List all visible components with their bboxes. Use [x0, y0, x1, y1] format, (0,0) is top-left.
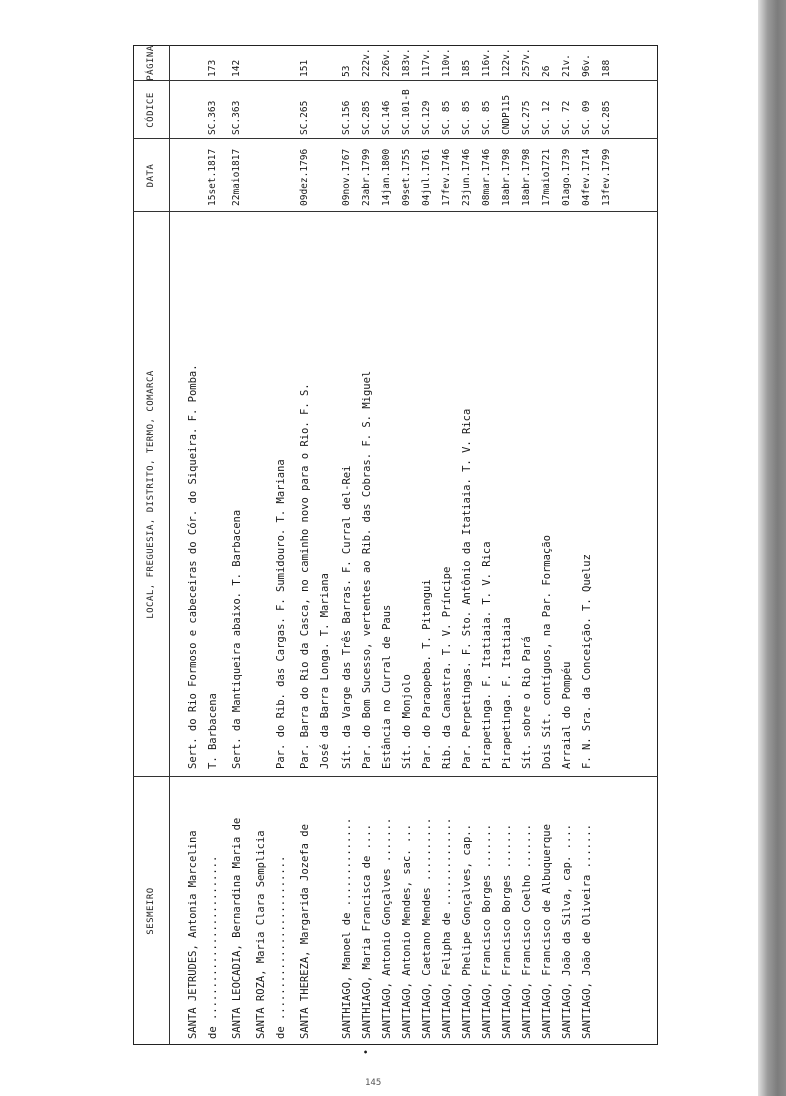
header-pagina: PÁGINA: [146, 45, 156, 81]
codice-cell: SC.363: [207, 100, 218, 135]
table-row: [183, 45, 203, 1045]
local-cell: José da Barra Longa. T. Mariana: [319, 573, 331, 769]
sesmarias-table: [133, 45, 658, 1055]
table-row: [537, 45, 557, 1045]
data-cell: 17fev.1746: [441, 148, 452, 206]
codice-cell: [183, 83, 203, 135]
sesmeiro-cell: SANTA JETRUDES, Antonia Marcelina: [187, 830, 199, 1039]
pagina-cell: 173: [207, 59, 218, 77]
header-local: LOCAL, FREGUESIA, DISTRITO, TERMO, COMARCA: [146, 370, 156, 619]
sesmeiro-cell: SANTIAGO, Felipha de ..............: [441, 817, 453, 1039]
codice-cell: SC. 72: [561, 100, 572, 135]
sesmeiro-cell: SANTHIAGO, Maria Francisca de ....: [361, 824, 373, 1039]
table-row: [457, 45, 477, 1045]
data-cell: [315, 143, 335, 206]
local-cell: Par. Barra do Rio da Casca, no caminho novo para o Rio. F. S.: [299, 383, 311, 769]
codice-cell: SC. 09: [581, 100, 592, 135]
table-row: [417, 45, 437, 1045]
table-row: [397, 45, 417, 1045]
codice-cell: SC. 85: [461, 100, 472, 135]
table-row: [517, 45, 537, 1045]
codice-cell: SC.363: [231, 100, 242, 135]
local-cell: Par. do Paraopeba. T. Pitangui: [421, 579, 433, 769]
table-row: [315, 45, 335, 1045]
table-row: [203, 45, 223, 1045]
table-row: [271, 45, 291, 1045]
codice-cell: SC.129: [421, 100, 432, 135]
data-cell: 18abr.1798: [501, 148, 512, 206]
sesmeiro-cell: [315, 786, 335, 1039]
local-cell: Sít. do Monjolo: [401, 674, 413, 769]
local-cell: [251, 215, 271, 769]
pagina-cell: 122v.: [501, 48, 512, 77]
codice-cell: SC.285: [361, 100, 372, 135]
data-cell: 01ago.1739: [561, 148, 572, 206]
table-row: [577, 45, 597, 1045]
pagina-cell: 151: [299, 59, 310, 77]
sesmeiro-cell: SANTIAGO, João da Silva, cap. ....: [561, 824, 573, 1039]
codice-cell: SC.156: [341, 100, 352, 135]
data-cell: 13fev.1799: [601, 148, 612, 206]
codice-cell: SC. 85: [481, 100, 492, 135]
data-cell: 09nov.1767: [341, 148, 352, 206]
bullet-marker: •: [361, 1048, 372, 1055]
table-row: [337, 45, 357, 1045]
sesmeiro-cell: SANTHIAGO, Manoel de ..............: [341, 817, 353, 1039]
pagina-cell: 26: [541, 65, 552, 77]
data-cell: 09set.1755: [401, 148, 412, 206]
data-cell: 15set.1817: [207, 148, 218, 206]
sesmeiro-cell: SANTIAGO, João de Oliveira .......: [581, 824, 593, 1039]
local-cell: F. N. Sra. da Conceição. T. Queluz: [581, 554, 593, 769]
data-cell: 09dez.1796: [299, 148, 310, 206]
pagina-cell: 116v.: [481, 48, 492, 77]
codice-cell: SC. 12: [541, 100, 552, 135]
sesmeiro-cell: SANTIAGO, Antonio Gonçalves .......: [381, 817, 393, 1039]
table-row: [497, 45, 517, 1045]
local-cell: Par. Perpetingas. F. Sto. Antônio da Itatiaia. T. V. Rica: [461, 408, 473, 769]
pagina-cell: 222v.: [361, 48, 372, 77]
pagina-cell: 117v.: [421, 48, 432, 77]
table-row: [227, 45, 247, 1045]
codice-cell: SC. 85: [441, 100, 452, 135]
page-number: 145: [365, 1078, 382, 1088]
data-cell: 23jun.1746: [461, 148, 472, 206]
local-cell: Arraial do Pompéu: [561, 661, 573, 769]
sesmeiro-cell: SANTA THEREZA, Margarida Jozefa de: [299, 824, 311, 1039]
codice-cell: SC.101-B: [401, 89, 412, 135]
local-cell: Sert. do Rio Formoso e cabeceiras do Cór. do Siqueira. F. Pomba.: [187, 364, 199, 769]
sesmeiro-cell: de ..........................: [207, 855, 219, 1039]
local-cell: Sít. da Varge das Três Barras. F. Curral del-Rei: [341, 465, 353, 769]
sesmeiro-cell: SANTA LEOCADIA, Bernardina Maria de: [231, 817, 243, 1039]
data-cell: 14jan.1800: [381, 148, 392, 206]
local-cell: Sert. da Mantiqueira abaixo. T. Barbacena: [231, 509, 243, 769]
codice-cell: SC.265: [299, 100, 310, 135]
local-cell: T. Barbacena: [207, 693, 219, 769]
header-data: DATA: [146, 163, 156, 188]
pagina-cell: 257v.: [521, 48, 532, 77]
sesmeiro-cell: SANTIAGO, Caetano Mendes ..........: [421, 817, 433, 1039]
pagina-cell: [183, 47, 203, 77]
data-cell: [271, 143, 291, 206]
pagina-cell: 226v.: [381, 48, 392, 77]
data-cell: [183, 143, 203, 206]
pagina-cell: [315, 47, 335, 77]
local-cell: Pirapetinga. F. Itatiaia: [501, 617, 513, 769]
data-cell: 08mar.1746: [481, 148, 492, 206]
codice-cell: SC.285: [601, 100, 612, 135]
sesmeiro-cell: SANTIAGO, Francisco Borges .......: [501, 824, 513, 1039]
data-cell: [251, 143, 271, 206]
pagina-cell: 53: [341, 65, 352, 77]
table-row: [437, 45, 457, 1045]
table-row: [557, 45, 577, 1045]
local-cell: Estância no Curral de Paus: [381, 604, 393, 769]
book-binding-edge: [758, 0, 786, 1096]
local-cell: Par. do Rib. das Cargas. F. Sumidouro. T. Mariana: [275, 459, 287, 769]
local-cell: Sít. sobre o Rio Pará: [521, 636, 533, 769]
sesmeiro-cell: SANTIAGO, Francisco Coelho .......: [521, 824, 533, 1039]
data-cell: 17maio1721: [541, 148, 552, 206]
pagina-cell: 96v.: [581, 54, 592, 77]
codice-cell: [315, 83, 335, 135]
table-row: [477, 45, 497, 1045]
codice-cell: [251, 83, 271, 135]
data-cell: 22maio1817: [231, 148, 242, 206]
sesmeiro-cell: SANTIAGO, Francisco Borges .......: [481, 824, 493, 1039]
header-sesmeiro: SESMEIRO: [146, 887, 156, 935]
table-row: [377, 45, 397, 1045]
pagina-cell: [271, 47, 291, 77]
table-row: [597, 45, 617, 1045]
pagina-cell: 142: [231, 59, 242, 77]
codice-cell: SC.146: [381, 100, 392, 135]
data-cell: 23abr.1799: [361, 148, 372, 206]
codice-cell: CNDP115: [501, 94, 512, 135]
sesmeiro-cell: SANTIAGO, Francisco de Albuquerque: [541, 824, 553, 1039]
sesmeiro-cell: SANTIAGO, Phelipe Gonçalves, cap..: [461, 824, 473, 1039]
header-divider: [169, 45, 170, 1045]
local-cell: Par. do Bom Sucesso, vertentes ao Rib. das Cobras. F. S. Miguel: [361, 370, 373, 769]
local-cell: [597, 215, 617, 769]
pagina-cell: 110v.: [441, 48, 452, 77]
pagina-cell: 21v.: [561, 54, 572, 77]
pagina-cell: [251, 47, 271, 77]
sesmeiro-cell: de ..........................: [275, 855, 287, 1039]
pagina-cell: 185: [461, 59, 472, 77]
codice-cell: [271, 83, 291, 135]
local-cell: Dois Sít. contíguos, na Par. Formação: [541, 535, 553, 769]
sesmeiro-cell: [597, 786, 617, 1039]
pagina-cell: 183v.: [401, 48, 412, 77]
sesmeiro-cell: SANTIAGO, Antonio Mendes, sac. ...: [401, 824, 413, 1039]
sesmeiro-cell: SANTA ROZA, Maria Clara Semplicia: [255, 830, 267, 1039]
table-row: [357, 45, 377, 1055]
data-cell: 04fev.1714: [581, 148, 592, 206]
pagina-cell: 188: [601, 59, 612, 77]
local-cell: Pirapetinga. F. Itatiaia. T. V. Rica: [481, 541, 493, 769]
local-cell: Rib. da Canastra. T. V. Príncipe: [441, 566, 453, 769]
table-row: [295, 45, 315, 1045]
data-cell: 04jul.1761: [421, 148, 432, 206]
codice-cell: SC.275: [521, 100, 532, 135]
header-codice: CÓDICE: [146, 92, 156, 128]
data-cell: 18abr.1798: [521, 148, 532, 206]
table-row: [251, 45, 271, 1045]
